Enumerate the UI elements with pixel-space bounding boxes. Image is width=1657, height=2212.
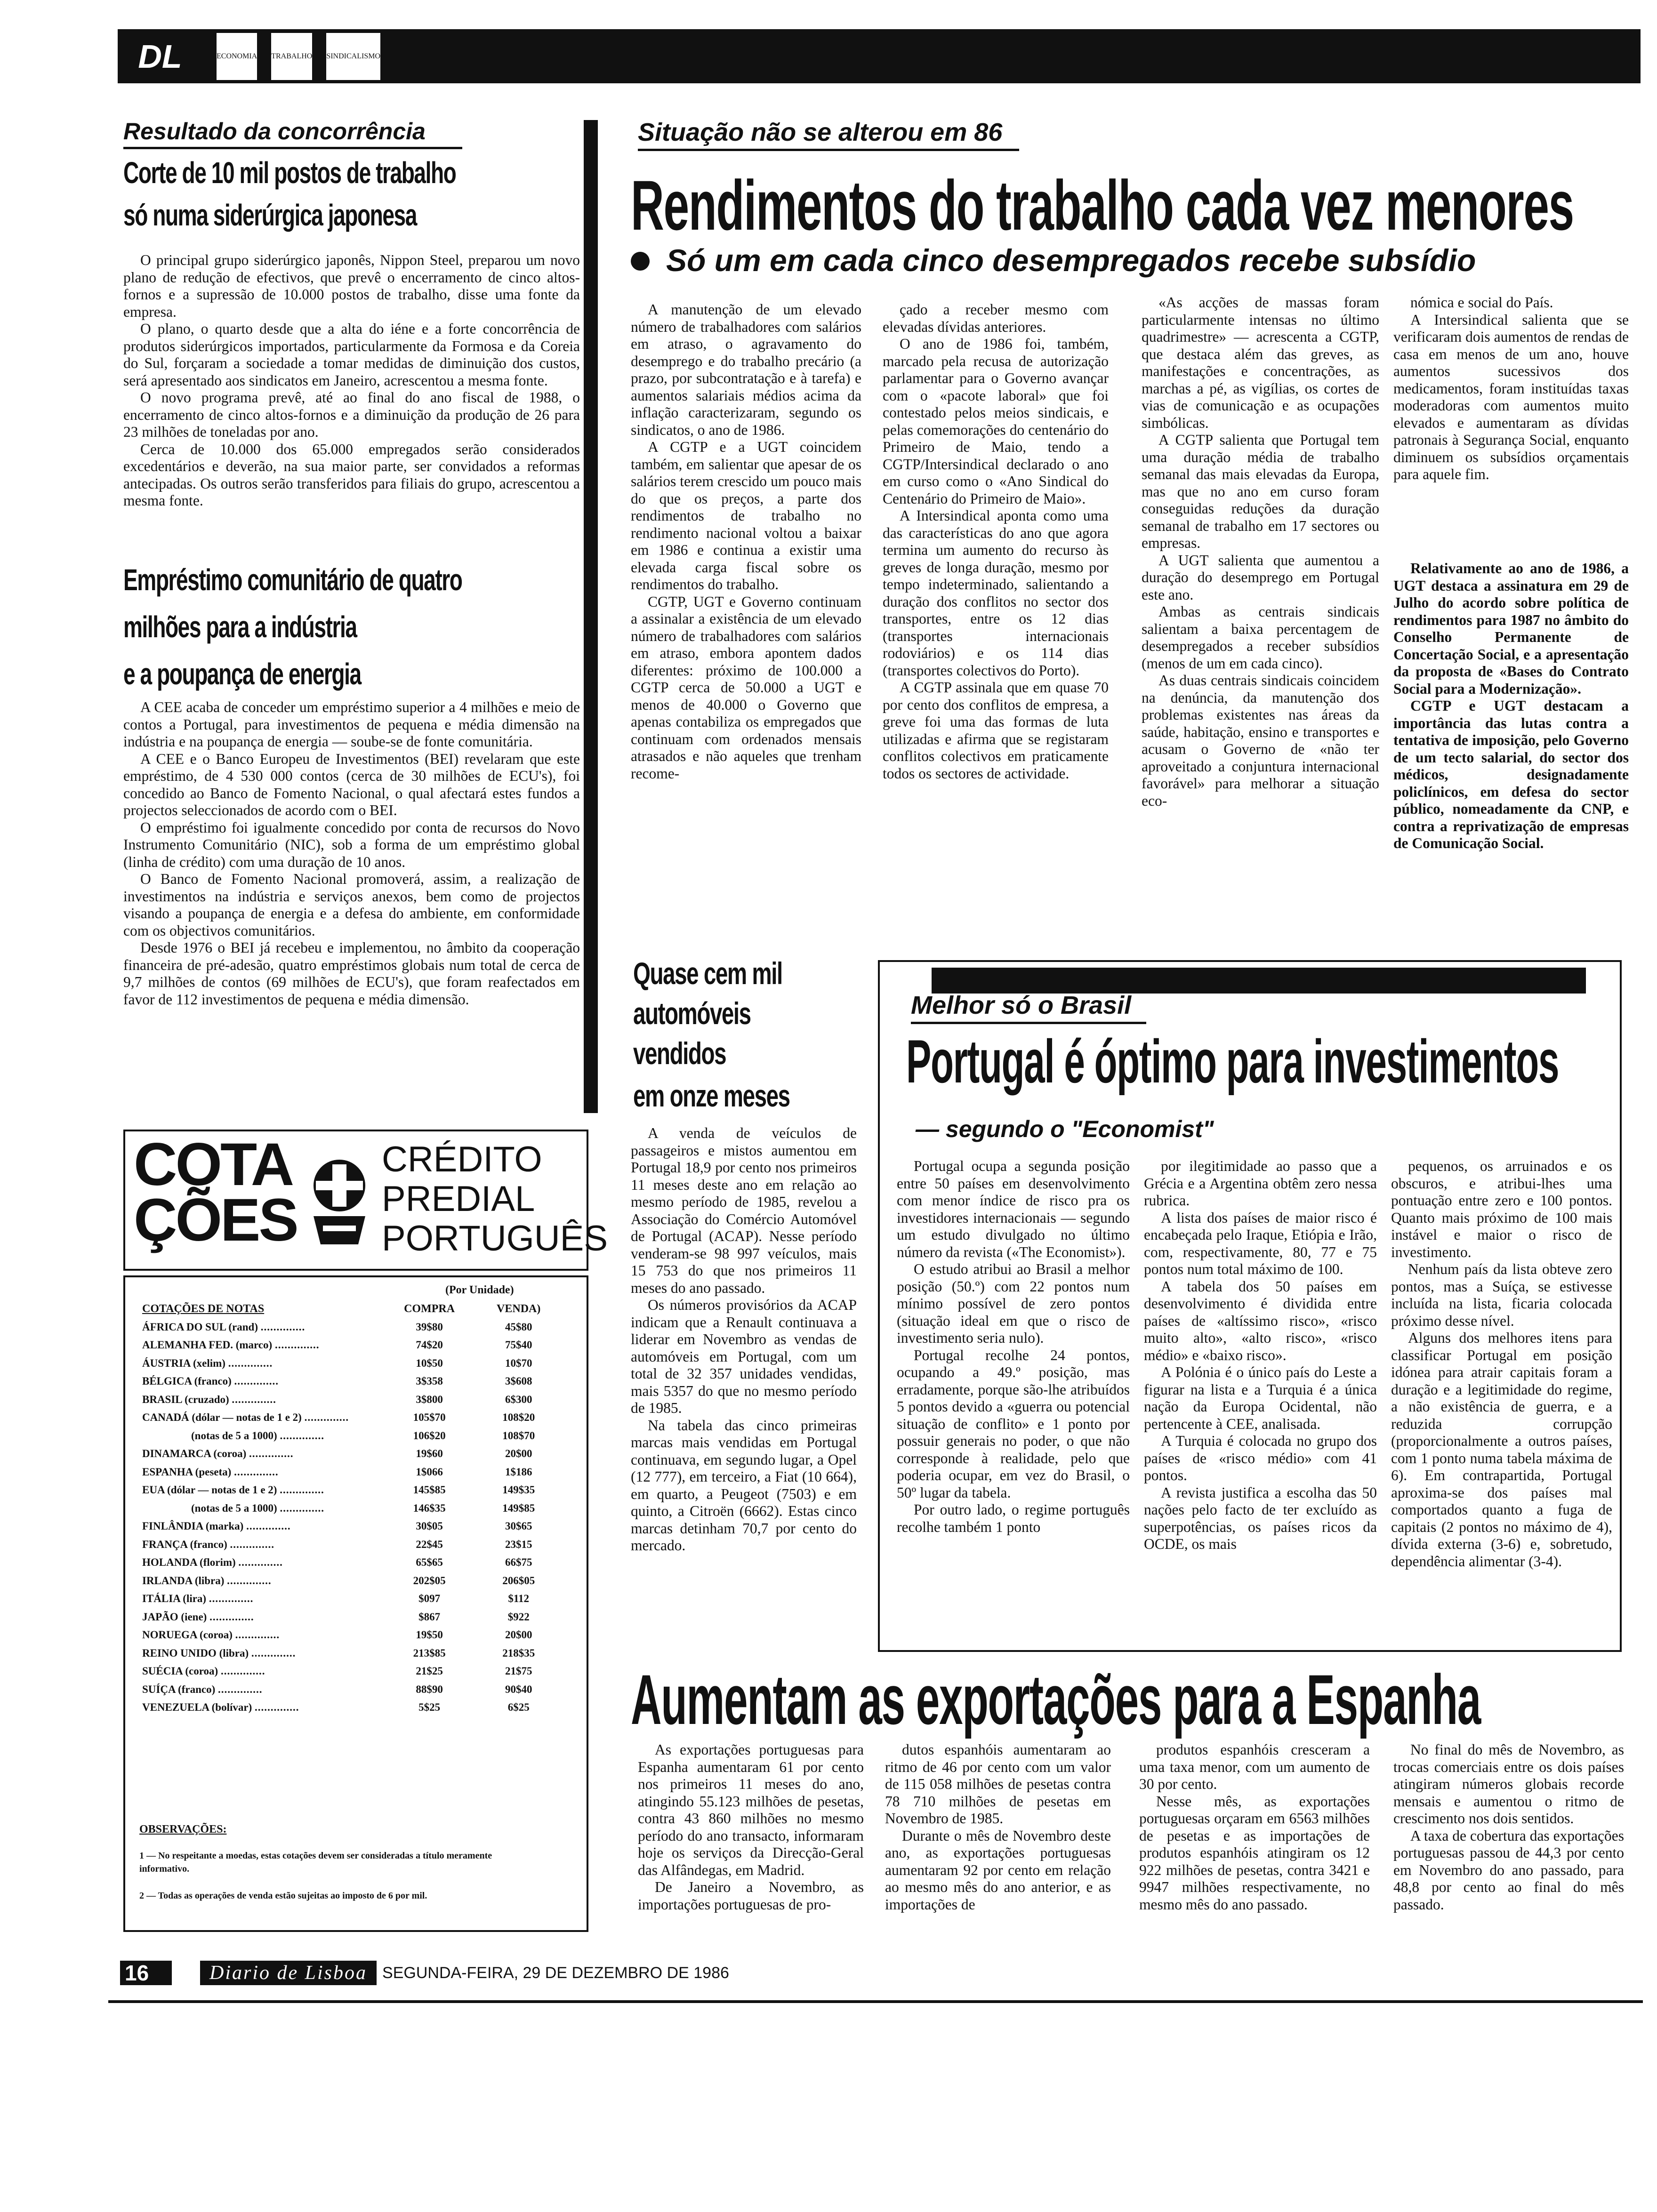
buy-rate: 3$800 <box>416 1393 443 1405</box>
paragraph: Portugal ocupa a segunda posição entre 50 países em desenvolvimento com menor índice de risco pra os investidores internacionais — segundo um estudo divulgado no último número da revista («The Economist»). <box>897 1158 1130 1260</box>
page-footer <box>120 1961 817 1985</box>
paragraph: O estudo atribui ao Brasil a melhor posição (50.º) com 22 pontos num mínimo possível de zero pontos (situação ideal em que o risco de investimento seria nulo). <box>897 1261 1130 1346</box>
bullet-icon <box>631 252 650 271</box>
paragraph: A manutenção de um elevado número de trabalhadores com salários em atraso, o agravamento do desemprego e do trabalho precário (a prazo, por subcontratação e à tarefa) e aumentos salariais médios acima da inflação caracterizaram, segundo os sindicatos, o ano de 1986. <box>631 301 861 438</box>
currency-name: BÉLGICA (franco) .............. <box>142 1375 279 1387</box>
table-row <box>139 1572 563 1590</box>
table-row <box>139 1318 563 1337</box>
sell-rate: 30$65 <box>505 1520 532 1532</box>
paper-name: Diario de Lisboa <box>200 1961 377 1985</box>
paragraph: Ambas as centrais sindicais salientam a baixa percentagem de desempregados a receber subsídios (menos de um em cada cinco). <box>1142 603 1379 672</box>
buy-rate: 74$20 <box>416 1339 443 1351</box>
currency-name: DINAMARCA (coroa) .............. <box>142 1448 294 1460</box>
paragraph: O Banco de Fomento Nacional promoverá, assim, a realização de investimentos na indústria e serviços anexos, bem como de projectos visando a poupança de energia e a defesa do ambiente, em conformidade com os objectivos comunitários. <box>123 871 580 939</box>
quotes-table-header <box>139 1300 563 1318</box>
observations-title: OBSERVAÇÕES: <box>139 1823 227 1835</box>
buy-rate: 19$50 <box>416 1629 443 1641</box>
col-header-buy: COMPRA <box>404 1302 455 1315</box>
article5-top-bar <box>932 968 1586 994</box>
table-row <box>139 1499 563 1518</box>
table-row <box>139 1644 563 1663</box>
article2-body <box>123 699 580 1008</box>
article3-column4b <box>1393 560 1629 852</box>
sell-rate: 108$70 <box>502 1429 535 1442</box>
currency-name: (notas de 5 a 1000) .............. <box>191 1429 324 1442</box>
buy-rate: 3$358 <box>416 1375 443 1387</box>
currency-name: JAPÃO (iene) .............. <box>142 1611 254 1623</box>
quotes-table-box <box>123 1275 588 1932</box>
sell-rate: 20$00 <box>505 1629 532 1641</box>
issue-date: SEGUNDA-FEIRA, 29 DE DEZEMBRO DE 1986 <box>382 1964 729 1982</box>
paragraph: produtos espanhóis cresceram a uma taxa menor, com um aumento de 30 por cento. <box>1139 1741 1370 1792</box>
sell-rate: 149$35 <box>502 1484 535 1496</box>
article1-headline-line2: só numa siderúrgica japonesa <box>123 198 417 232</box>
table-row <box>139 1681 563 1699</box>
paragraph: A CGTP e a UGT coincidem também, em salientar que apesar de os salários terem crescido um pouco mais do que os preços, a parte dos rendimentos de trabalho no rendimento nacional voltou a baixar em 1986 e continua a existir uma elevada carga fiscal sobre os rendimentos do trabalho. <box>631 439 861 593</box>
quotes-logo-word1: COTA <box>134 1131 293 1198</box>
col-header-sell: VENDA) <box>497 1302 541 1315</box>
paragraph: «As acções de massas foram particularmente intensas no último quadrimestre» — acrescenta a CGTP, que destaca além das greves, as manifestações e concentrações, as marchas a pé, as vigílias, os cortes de vias de comunicação e as ocupações simbólicas. <box>1142 294 1379 431</box>
table-row <box>139 1554 563 1572</box>
table-row <box>139 1626 563 1644</box>
sell-rate: 20$00 <box>505 1448 532 1460</box>
article4-headline-line2: automóveis <box>633 996 751 1031</box>
table-row <box>139 1662 563 1681</box>
sell-rate: 3$608 <box>505 1375 532 1387</box>
paragraph: A Polónia é o único país do Leste a figurar na lista e a Turquia é a única nação da Europa Ocidental, não pertencente à CEE, analisada. <box>1144 1364 1377 1432</box>
buy-rate: 105$70 <box>413 1411 446 1424</box>
currency-name: BRASIL (cruzado) .............. <box>142 1393 276 1405</box>
currency-name: ALEMANHA FED. (marco) .............. <box>142 1339 320 1351</box>
currency-name: CANADÁ (dólar — notas de 1 e 2) .............. <box>142 1411 349 1424</box>
table-row <box>139 1409 563 1427</box>
section-economia: ECONOMIA <box>217 33 257 80</box>
article3-column1 <box>631 301 861 782</box>
article5-headline: Portugal é óptimo para investimentos <box>906 1027 1559 1096</box>
buy-rate: 30$05 <box>416 1520 443 1532</box>
paragraph: A revista justifica a escolha das 50 nações pelo facto de ter excluído as superpotências, os países ricos da OCDE, os mais <box>1144 1484 1377 1552</box>
paragraph: A Intersindical aponta como uma das características do ano que agora termina um aumento do recurso às greves de longa duração, mesmo por tempo indeterminado, salientando a duração dos conflitos no sector dos transportes, entre os 12 dias (transportes internacionais rodoviários) e os 114 dias (transportes colectivos do Porto). <box>883 507 1109 679</box>
article3-column4a <box>1393 294 1629 483</box>
paragraph: Cerca de 10.000 dos 65.000 empregados serão considerados excedentários e deverão, na sua maior parte, ser convidados a reformas antecipadas. Os outros serão transferidos para filiais do grupo, acrescentou a mesma fonte. <box>123 441 580 509</box>
table-row <box>139 1354 563 1373</box>
newspaper-logo: DL <box>118 29 202 83</box>
currency-name: FINLÂNDIA (marka) .............. <box>142 1520 291 1532</box>
observation-2: 2 — Todas as operações de venda estão sujeitas ao imposto de 6 por mil. <box>139 1891 427 1901</box>
currency-name: EUA (dólar — notas de 1 e 2) .............. <box>142 1484 324 1496</box>
bank-name-line2: PREDIAL <box>382 1179 535 1219</box>
paragraph: pequenos, os arruinados e os obscuros, e atribui-lhes uma pontuação entre zero e 100 pontos. Quanto mais próximo de 100 mais instável e maior o risco de investimento. <box>1391 1158 1612 1260</box>
paragraph: Portugal recolhe 24 pontos, ocupando a 49.º posição, mas erradamente, porque são-lhe atribuídos 5 pontos devido a «guerra ou potencial situação de conflito» e 1 ponto por possuir generais no poder, o que não corresponde à realidade, pelo que poderia ocupar, em vez do Brasil, o 50º lugar da tabela. <box>897 1346 1130 1501</box>
quotes-logo <box>134 1131 297 1254</box>
currency-name: ÁUSTRIA (xelim) .............. <box>142 1357 273 1369</box>
quotes-table <box>139 1300 563 1717</box>
paragraph: Por outro lado, o regime português recolhe também 1 ponto <box>897 1501 1130 1535</box>
paragraph: Nenhum país da lista obteve zero pontos, mas a Suíça, se estivesse incluída na lista, ficaria colocada próximo desse nível. <box>1391 1261 1612 1329</box>
article5-column1 <box>897 1158 1130 1536</box>
article1-body <box>123 252 580 510</box>
buy-rate: 10$50 <box>416 1357 443 1369</box>
section-trabalho: TRABALHO <box>271 33 312 80</box>
currency-name: IRLANDA (libra) .............. <box>142 1574 272 1587</box>
quotes-logo-word2: ÇÕES <box>134 1186 297 1254</box>
buy-rate: 22$45 <box>416 1538 443 1550</box>
currency-name: SUÍÇA (franco) .............. <box>142 1683 263 1695</box>
paragraph: A UGT salienta que aumentou a duração do desemprego em Portugal este ano. <box>1142 552 1379 603</box>
sell-rate: 90$40 <box>505 1683 532 1695</box>
article5-column2 <box>1144 1158 1377 1553</box>
paragraph: A CGTP assinala que em quase 70 por cento dos conflitos de empresa, a greve foi uma das formas de luta utilizadas e afirma que se registaram conflitos colectivos em praticamente todos os sectores de actividade. <box>883 679 1109 782</box>
sell-rate: 218$35 <box>502 1647 535 1659</box>
buy-rate: 65$65 <box>416 1556 443 1569</box>
paragraph: As duas centrais sindicais coincidem na denúncia, da manutenção dos problemas existentes nas áreas da saúde, habitação, ensino e transportes e acusam o Governo de «não ter aproveitado a conjuntura internacional favorável» para melhorar a situação eco- <box>1142 672 1379 809</box>
currency-name: (notas de 5 a 1000) .............. <box>191 1502 324 1514</box>
bottom-rule <box>108 2000 1643 2003</box>
column-rule-thick <box>584 120 598 1113</box>
sell-rate: 45$80 <box>505 1321 532 1333</box>
table-row <box>139 1699 563 1717</box>
quotes-header-box <box>123 1130 608 1271</box>
table-row <box>139 1427 563 1445</box>
article6-column2 <box>885 1741 1111 1913</box>
currency-name: VENEZUELA (bolívar) .............. <box>142 1701 299 1714</box>
paragraph: CGTP, UGT e Governo continuam a assinalar a existência de um elevado número de trabalhadores com salários em atraso, embora apontem dados diferentes: próximo de 100.000 a CGTP cerca de 50.000 a UGT e menos de 40.000 o Governo que apenas contabiliza os empregados que continuam com ordenados mensais atrasados e não aqueles que trenham recome- <box>631 593 861 782</box>
bank-name-line3: PORTUGUÊS <box>382 1218 608 1258</box>
buy-rate: 19$60 <box>416 1448 443 1460</box>
sell-rate: 75$40 <box>505 1339 532 1351</box>
buy-rate: 202$05 <box>413 1574 446 1587</box>
article3-kicker: Situação não se alterou em 86 <box>638 118 1019 151</box>
article2-headline-line2: milhões para a indústria <box>123 610 357 644</box>
paragraph: O novo programa prevê, até ao final do ano fiscal de 1988, o encerramento de cinco altos-fornos e a diminuição da produção de 26 para 23 milhões de toneladas por ano. <box>123 389 580 440</box>
article4-headline-line4: em onze meses <box>633 1078 790 1113</box>
currency-name: NORUEGA (coroa) .............. <box>142 1629 280 1641</box>
col-header-notes: COTAÇÕES DE NOTAS <box>142 1302 265 1315</box>
sell-rate: 149$85 <box>502 1502 535 1514</box>
paragraph: A CEE acaba de conceder um empréstimo superior a 4 milhões e meio de contos a Portugal, para investimentos de pequena e média dimensão na indústria e na poupança de energia — soube-se de fonte comunitária. <box>123 699 580 750</box>
article4-headline-line3: vendidos <box>633 1036 726 1071</box>
paragraph: O empréstimo foi igualmente concedido por conta de recursos do Novo Instrumento Comunitário (NIC), sob a forma de um empréstimo global (linha de crédito) com uma duração de 10 anos. <box>123 819 580 870</box>
paragraph: Nesse mês, as exportações portuguesas orçaram em 6563 milhões de pesetas e as importações de produtos espanhóis atingiram os 12 922 milhões de pesetas, contra 3421 e 9947 milhões respectivamente, no mesmo mês do ano passado. <box>1139 1793 1370 1913</box>
buy-rate: 106$20 <box>413 1429 446 1442</box>
table-row <box>139 1336 563 1354</box>
sell-rate: 66$75 <box>505 1556 532 1569</box>
paragraph: A Intersindical salienta que se verificaram dois aumentos de rendas de casa em menos de um ano, houve aumentos sucessivos dos medicamentos, foram instituídas taxas moderadoras com aumentos muito elevados e aumentaram as dívidas patronais à Segurança Social, enquanto diminuem os subsídios orçamentais para aquele fim. <box>1393 311 1629 482</box>
bank-name-line1: CRÉDITO <box>382 1139 542 1179</box>
buy-rate: 146$35 <box>413 1502 446 1514</box>
sell-rate: 6$25 <box>507 1701 530 1714</box>
article6-column1 <box>638 1741 864 1913</box>
article6-headline: Aumentam as exportações para a Espanha <box>631 1660 1481 1739</box>
article1-headline-line1: Corte de 10 mil postos de trabalho <box>123 156 456 190</box>
article5-kicker: Melhor só o Brasil <box>911 991 1146 1024</box>
paragraph: Alguns dos melhores itens para classificar Portugal em posição idónea para atrair capitais foram a duração e a legitimidade do regime, a não existência de guerra, e a reduzida corrupção (proporcionalmente a outros países, com 1 ponto numa tabela máxima de 6). Em contrapartida, Portugal aproxima-se dos países mal comportados quanto a fuga de capitais (2 pontos no máximo de 4), dívida externa (3-6) e, sobretudo, dependência alimentar (3-4). <box>1391 1330 1612 1570</box>
table-row <box>139 1391 563 1409</box>
paragraph: Relativamente ao ano de 1986, a UGT destaca a assinatura em 29 de Julho do acordo sobre política de rendimentos para 1987 no âmbito do Conselho Permanente de Concertação Social, e a apresentação da proposta de «Bases do Contrato Social para a Modernização». <box>1393 560 1629 697</box>
table-row <box>139 1590 563 1608</box>
section-sindicalismo: SINDICALISMO <box>326 33 380 80</box>
currency-name: ESPANHA (peseta) .............. <box>142 1466 279 1478</box>
article1-kicker: Resultado da concorrência <box>123 118 462 149</box>
article4-body <box>631 1125 857 1555</box>
paragraph: Na tabela das cinco primeiras marcas mais vendidas em Portugal continuava, em segundo lugar, a Opel (12 777), em terceiro, a Fiat (10 664), em quarto, a Peugeot (7503) e em quinto, a Citroën (6662). Estas cinco marcas detinham 70,7 por cento do mercado. <box>631 1417 857 1554</box>
paragraph: As exportações portuguesas para Espanha aumentaram 61 por cento nos primeiros 11 meses do ano, atingindo 55.123 milhões de pesetas, contra 43 860 milhões no mesmo período do ano transacto, informaram hoje os serviços da Direcção-Geral das Alfândegas, em Madrid. <box>638 1741 864 1878</box>
buy-rate: 5$25 <box>418 1701 441 1714</box>
paragraph: O ano de 1986 foi, também, marcado pela recusa de autorização parlamentar para o Governo avançar com o «pacote laboral» que foi contestado pelos meios sindicais, e pelas comemorações do centenário do Primeiro de Maio, tendo a CGTP/Intersindical declarado o ano em curso como o «Ano Sindical do Centenário do Primeiro de Maio». <box>883 336 1109 507</box>
paragraph: A lista dos países de maior risco é encabeçada pelo Iraque, Etiópia e Irão, com, respectivamente, 80, 77 e 75 pontos num total máximo de 100. <box>1144 1209 1377 1277</box>
paragraph: çado a receber mesmo com elevadas dívidas anteriores. <box>883 301 1109 335</box>
paragraph: Os números provisórios da ACAP indicam que a Renault continuava a liderar em Novembro as vendas de automóveis em Portugal, com um total de 32 357 unidades vendidas, mais 5357 do que no mesmo período de 1985. <box>631 1297 857 1416</box>
article3-subhead: Só um em cada cinco desempregados recebe subsídio <box>666 243 1476 278</box>
paragraph: A venda de veículos de passageiros e mistos aumentou em Portugal 18,9 por cento nos primeiros 11 meses deste ano em relação ao mesmo período de 1985, revelou a Associação do Comércio Automóvel de Portugal (ACAP). Nesse período venderam-se 98 997 veículos, mais 15 753 do que nos primeiros 11 meses do ano passado. <box>631 1125 857 1296</box>
currency-name: HOLANDA (florim) .............. <box>142 1556 283 1569</box>
sell-rate: 23$15 <box>505 1538 532 1550</box>
article2-headline-line1: Empréstimo comunitário de quatro <box>123 563 462 597</box>
paragraph: A taxa de cobertura das exportações portuguesas passou de 44,3 por cento em Novembro do ano passado, para 48,8 por cento ao final do mês passado. <box>1393 1827 1624 1913</box>
bank-name <box>382 1140 608 1258</box>
currency-name: ITÁLIA (lira) .............. <box>142 1593 254 1605</box>
paragraph: O principal grupo siderúrgico japonês, Nippon Steel, preparou um novo plano de redução de efectivos, que prevê o encerramento de cinco altos-fornos e a supressão de 10.000 postos de trabalho, disse uma fonte da empresa. <box>123 252 580 320</box>
buy-rate: $097 <box>418 1593 441 1605</box>
bank-emblem-icon <box>304 1155 375 1249</box>
article5-subhead: — segundo o "Economist" <box>916 1116 1214 1142</box>
paragraph: De Janeiro a Novembro, as importações portuguesas de pro- <box>638 1879 864 1913</box>
observation-1: 1 — No respeitante a moedas, estas cotações devem ser consideradas a título meramente informativo. <box>139 1851 492 1874</box>
table-row <box>139 1536 563 1554</box>
article2-headline-line3: e a poupança de energia <box>123 657 361 691</box>
sell-rate: 206$05 <box>502 1574 535 1587</box>
paragraph: dutos espanhóis aumentaram ao ritmo de 46 por cento com um valor de 115 058 milhões de pesetas contra 78 710 milhões de pesetas em Novembro de 1985. <box>885 1741 1111 1827</box>
paragraph: A CEE e o Banco Europeu de Investimentos (BEI) revelaram que este empréstimo, de 4 530 000 contos (cerca de 30 milhões de ECU's), foi concedido ao Banco de Fomento Nacional, o qual afectará estes fundos a projectos seleccionados de acordo com o BEI. <box>123 750 580 818</box>
currency-name: ÁFRICA DO SUL (rand) .............. <box>142 1321 306 1333</box>
page-number: 16 <box>120 1961 172 1985</box>
article4-headline-line1: Quase cem mil <box>633 956 782 991</box>
sell-rate: $112 <box>508 1593 530 1605</box>
sell-rate: 108$20 <box>502 1411 535 1424</box>
paragraph: nómica e social do País. <box>1410 294 1553 311</box>
buy-rate: $867 <box>418 1611 441 1623</box>
currency-name: SUÉCIA (coroa) .............. <box>142 1665 265 1677</box>
buy-rate: 39$80 <box>416 1321 443 1333</box>
sell-rate: 10$70 <box>505 1357 532 1369</box>
buy-rate: 88$90 <box>416 1683 443 1695</box>
sell-rate: 21$75 <box>505 1665 532 1677</box>
table-row <box>139 1372 563 1391</box>
sell-rate: $922 <box>507 1611 530 1623</box>
table-row <box>139 1445 563 1463</box>
buy-rate: 1$066 <box>416 1466 443 1478</box>
currency-name: REINO UNIDO (libra) .............. <box>142 1647 296 1659</box>
paragraph: No final do mês de Novembro, as trocas comerciais entre os dois países atingiram números globais recorde mensais e aumentou o ritmo de crescimento nos dois sentidos. <box>1393 1741 1624 1827</box>
table-row <box>139 1517 563 1536</box>
paragraph: Durante o mês de Novembro deste ano, as exportações portuguesas aumentaram 92 por cento em relação ao mesmo mês do ano anterior, e as importações de <box>885 1827 1111 1913</box>
article3-headline: Rendimentos do trabalho cada vez menores <box>631 166 1574 245</box>
buy-rate: 145$85 <box>413 1484 446 1496</box>
article5-column3 <box>1391 1158 1612 1570</box>
sell-rate: 6$300 <box>505 1393 532 1405</box>
section-masthead <box>118 29 1641 83</box>
buy-rate: 21$25 <box>416 1665 443 1677</box>
buy-rate: 213$85 <box>413 1647 446 1659</box>
table-row <box>139 1463 563 1482</box>
table-row <box>139 1608 563 1627</box>
paragraph: O plano, o quarto desde que a alta do iéne e a forte concorrência de produtos siderúrgicos importados, particularmente da Formosa e da Coreia do Sul, forçaram a sociedade a tomar medidas de diminuição dos custos, será apresentado aos sindicatos em Janeiro, acrescentou a mesma fonte. <box>123 321 580 389</box>
table-row <box>139 1481 563 1499</box>
article6-column3 <box>1139 1741 1370 1913</box>
paragraph: A CGTP salienta que Portugal tem uma duração média de trabalho semanal das mais elevadas da Europa, mas que no ano em curso foram conseguidas reduções da duração semanal de trabalho em 17 sectores ou empresas. <box>1142 432 1379 551</box>
paragraph: CGTP e UGT destacam a importância das lutas contra a tentativa de imposição, pelo Governo de um tecto salarial, do sector dos médicos, designadamente policlínicos, em defesa do sector público, nomeadamente da CNP, e contra a reprivatização de empresas de Comunicação Social. <box>1393 697 1629 851</box>
sell-rate: 1$186 <box>505 1466 532 1478</box>
paragraph: A Turquia é colocada no grupo dos países de «risco médio» com 41 pontos. <box>1144 1433 1377 1483</box>
paragraph: por ilegitimidade ao passo que a Grécia e a Argentina obtêm zero nessa rubrica. <box>1144 1158 1377 1209</box>
article3-column2 <box>883 301 1109 782</box>
article6-column4 <box>1393 1741 1624 1913</box>
paragraph: A tabela dos 50 países em desenvolvimento é dividida entre países de «altíssimo risco», «risco muito alto», «alto risco», «risco médio» e «baixo risco». <box>1144 1278 1377 1363</box>
unit-note: (Por Unidade) <box>445 1284 514 1296</box>
paragraph: Desde 1976 o BEI já recebeu e implementou, no âmbito da cooperação financeira de pré-adesão, quatro empréstimos globais num total de cerca de 9,7 milhões de contos (69 milhões de ECU's), que foram reafectados em favor de 112 investimentos de pequena e média dimensão. <box>123 939 580 1008</box>
article3-column3 <box>1142 294 1379 809</box>
currency-name: FRANÇA (franco) .............. <box>142 1538 275 1550</box>
